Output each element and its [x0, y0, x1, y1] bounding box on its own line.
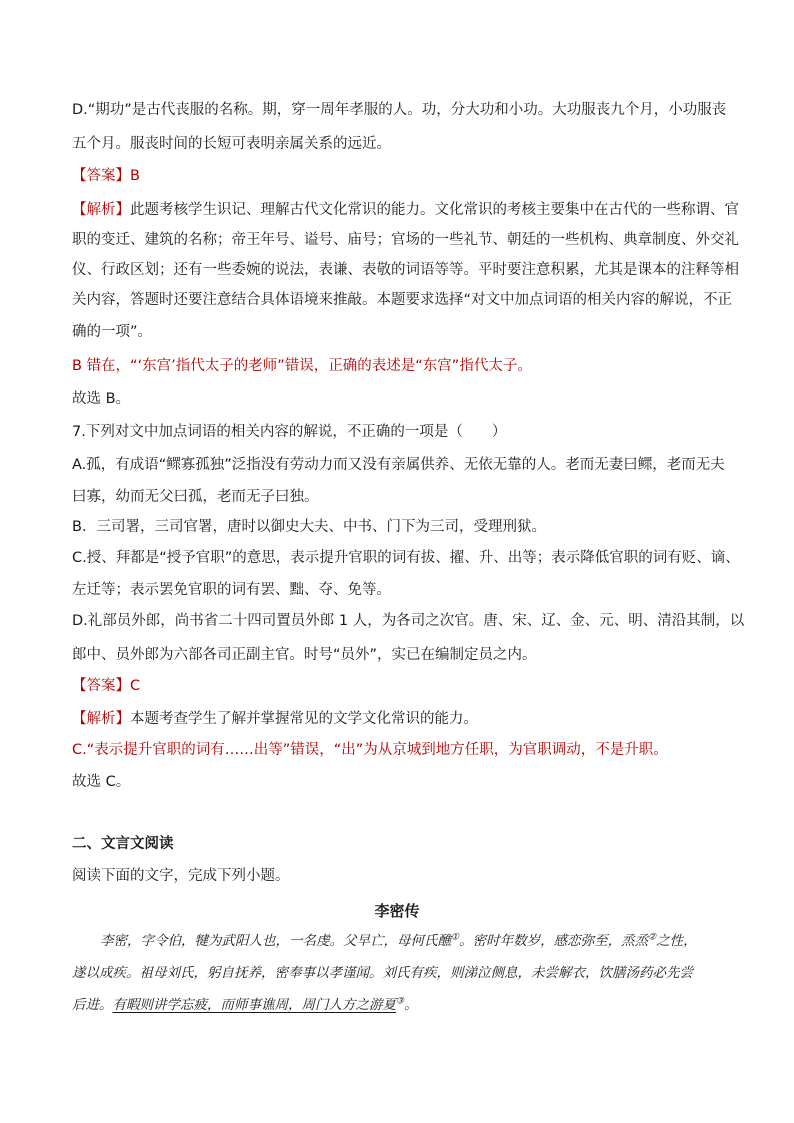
footnote-marker: ①: [451, 932, 460, 943]
passage-line3: 后进。有暇则讲学忘疲，而师事谯周，周门人方之游夏③。: [72, 996, 418, 1013]
answer-value: B: [130, 168, 140, 184]
q6-analysis-line3: 仪、行政区划；还有一些委婉的说法，表谦、表敬的词语等等。平时要注意积累，尤其是课本的注释等相: [72, 262, 739, 278]
q7-option-b: B．三司署，三司官署，唐时以御史大夫、中书、门下为三司，受理刑狱。: [72, 519, 546, 535]
analysis-text: 本题考查学生了解并掌握常见的文学文化常识的能力。: [130, 711, 478, 727]
analysis-label: 【解析】: [72, 202, 130, 218]
footnote-marker: ②: [648, 932, 657, 943]
passage-line1: 李密，字令伯，犍为武阳人也，一名虔。父早亡，母何氏醮①。密时年数岁，感恋弥至，烝烝②之性，: [100, 932, 697, 949]
q7-option-c-line2: 左迁等；表示罢免官职的词有罢、黜、夺、免等。: [72, 582, 391, 598]
q7-option-c-line1: C.授、拜都是“授予官职”的意思，表示提升官职的词有拔、擢、升、出等；表示降低官职的词有贬、谪、: [72, 550, 740, 566]
q6-option-d-line1: D.“期功”是古代丧服的名称。期，穿一周年孝服的人。功，分大功和小功。大功服丧九个月，小功服丧: [72, 102, 727, 118]
q6-analysis-line1: [72, 196, 739, 224]
q6-option-d-line2: 五个月。服丧时间的长短可表明亲属关系的远近。: [72, 136, 391, 152]
underlined-sentence: 有暇则讲学忘疲，而师事谯周，周门人方之游夏: [112, 997, 396, 1013]
q7-analysis-line1: [72, 705, 722, 733]
section-heading: 二、文言文阅读: [72, 836, 174, 852]
q7-answer: [72, 672, 722, 700]
q6-analysis-line2: 职的变迁、建筑的名称；帝王年号、谥号、庙号；官场的一些礼节、朝廷的一些机构、典章制度、外交礼: [72, 232, 739, 248]
q6-analysis-line5: 确的一项”。: [72, 324, 153, 340]
analysis-text: 此题考核学生识记、理解古代文化常识的能力。文化常识的考核主要集中在古代的一些称谓、官: [130, 202, 739, 218]
answer-label: 【答案】: [72, 168, 130, 184]
passage-line2: 遂以成疾。祖母刘氏，躬自抚养，密奉事以孝谨闻。刘氏有疾，则涕泣侧息，未尝解衣，饮膳汤药必先尝: [72, 965, 693, 981]
q6-analysis-line6: B 错在，“‘东宫’指代太子的老师”错误，正确的表述是“东宫”指代太子。: [72, 358, 532, 374]
q7-option-a-line2: 曰寡，幼而无父曰孤，老而无子曰独。: [72, 489, 319, 505]
q7-conclusion: 故选 C。: [72, 774, 131, 790]
passage-title: 李密传: [374, 902, 420, 920]
q6-conclusion: 故选 B。: [72, 391, 131, 407]
q6-answer: [72, 162, 722, 190]
q6-analysis-line4: 关内容，答题时还要注意结合具体语境来推敲。本题要求选择“对文中加点词语的相关内容的解说，不正: [72, 292, 733, 308]
section-instruction: 阅读下面的文字，完成下列小题。: [72, 868, 290, 884]
analysis-label: 【解析】: [72, 711, 130, 727]
q7-stem: 7.下列对文中加点词语的相关内容的解说，不正确的一项是（ ）: [72, 424, 507, 440]
q7-analysis-line2: C.“表示提升官职的词有……出等”错误，“出”为从京城到地方任职，为官职调动，不是升职。: [72, 742, 668, 758]
q7-option-d-line2: 郎中、员外郎为六部各司正副主官。时号“员外”，实已在编制定员之内。: [72, 647, 537, 663]
answer-label: 【答案】: [72, 678, 130, 694]
q7-option-d-line1: D.礼部员外郎，尚书省二十四司置员外郎 1 人，为各司之次官。唐、宋、辽、金、元、明、清沿其制，以: [72, 613, 745, 629]
q7-option-a-line1: A.孤，有成语“鳏寡孤独”泛指没有劳动力而又没有亲属供养、无依无靠的人。老而无妻曰鳏，老而无夫: [72, 457, 725, 473]
answer-value: C: [130, 678, 141, 694]
footnote-marker: ③: [396, 996, 405, 1007]
